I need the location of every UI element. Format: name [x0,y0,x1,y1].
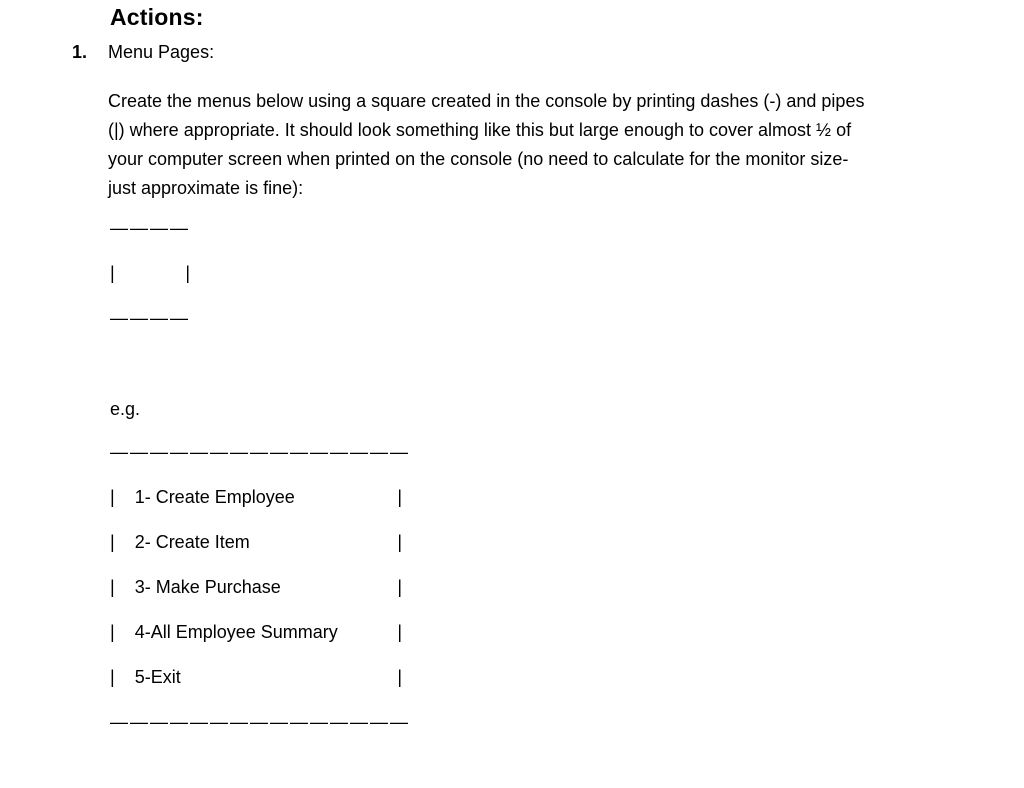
example-label: e.g. [110,399,141,419]
menu-item-label: 2- Create Item [134,532,250,552]
square-right-pipe: | [185,263,190,283]
menu-row [110,610,402,655]
menu-row-left [110,520,250,565]
menu-left-pipe: | [110,622,115,642]
menu-left-pipe: | [110,532,115,552]
menu-row-left [110,610,338,655]
menu-right-pipe: | [397,532,402,552]
list-item-menu-pages [72,42,214,63]
paragraph-line: your computer screen when printed on the console (no need to calculate for the monitor size- [108,149,849,169]
menu-row [110,655,402,700]
menu-row [110,475,402,520]
square-bottom-dashes: ———— [110,308,190,328]
list-item-number: 1. [72,42,88,62]
menu-item-label: 4-All Employee Summary [134,622,338,642]
instruction-paragraph [108,87,864,203]
menu-bottom-dashes: ——————————————— [110,712,410,732]
menu-row-left [110,475,295,520]
menu-right-pipe: | [397,622,402,642]
actions-heading: Actions: [110,4,204,30]
menu-row-left [110,655,181,700]
square-left-pipe: | [110,263,115,283]
menu-left-pipe: | [110,577,115,597]
menu-row [110,565,402,610]
menu-row-left [110,565,281,610]
menu-right-pipe: | [397,487,402,507]
menu-example [110,430,410,745]
menu-item-label: 3- Make Purchase [134,577,281,597]
menu-item-label: 1- Create Employee [134,487,295,507]
menu-top-dashes: ——————————————— [110,442,410,462]
menu-right-pipe: | [397,667,402,687]
square-top-dashes: ———— [110,218,190,238]
menu-right-pipe: | [397,577,402,597]
paragraph-line: (|) where appropriate. It should look something like this but large enough to cover almost ½ of [108,120,852,140]
menu-left-pipe: | [110,487,115,507]
square-pipe-row [110,251,190,296]
small-square-example [110,206,190,341]
menu-item-label: 5-Exit [134,667,181,687]
paragraph-line: just approximate is fine): [108,178,304,198]
paragraph-line: Create the menus below using a square created in the console by printing dashes (-) and pipes [108,91,865,111]
menu-row [110,520,402,565]
menu-left-pipe: | [110,667,115,687]
list-item-label: Menu Pages: [108,42,215,62]
